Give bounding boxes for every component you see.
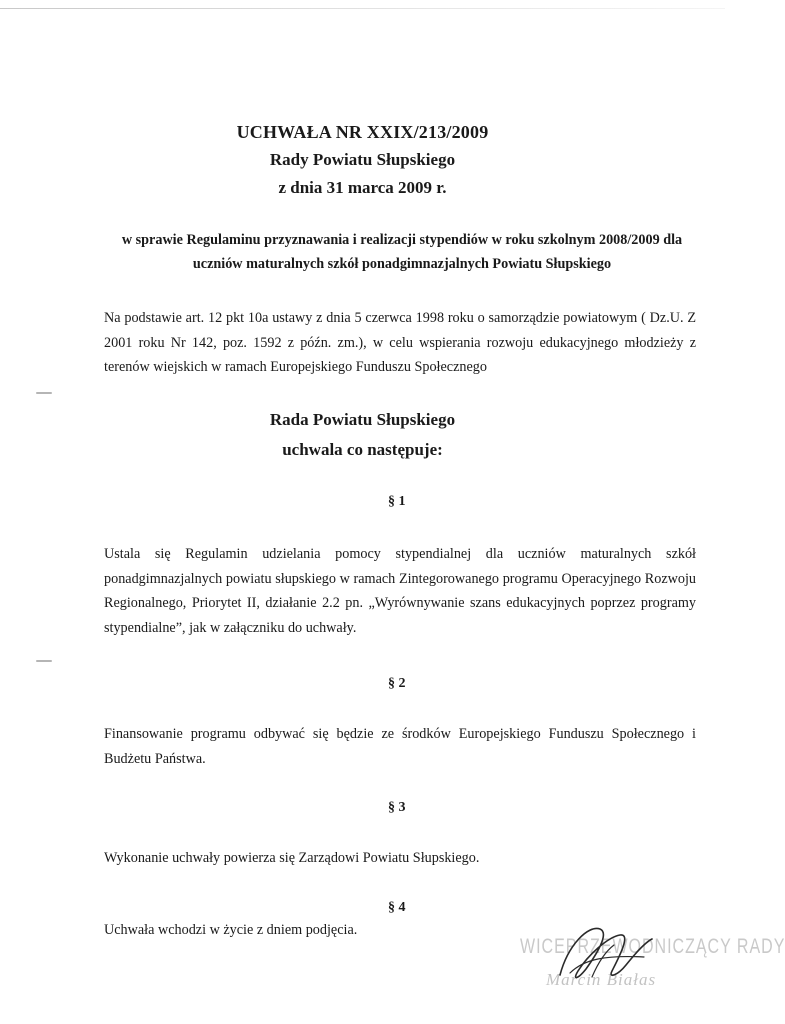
subject-line: w sprawie Regulaminu przyznawania i realizacji stypendiów w roku szkolnym 2008/2009 dla <box>121 232 683 248</box>
resolution-subject <box>104 228 700 276</box>
section-mark-3: § 3 <box>388 800 406 815</box>
punch-hole-mark <box>36 392 52 394</box>
section-mark-1: § 1 <box>388 494 406 509</box>
signature-stroke <box>570 957 644 973</box>
section-mark-2: § 2 <box>388 676 406 691</box>
resolution-issuer: Rady Powiatu Słupskiego <box>269 150 456 169</box>
resolves-heading: uchwala co następuje: <box>282 440 443 459</box>
handwritten-signature <box>548 915 658 995</box>
resolution-title: UCHWAŁA NR XXIX/213/2009 <box>236 122 489 142</box>
legal-basis-paragraph: Na podstawie art. 12 pkt 10a ustawy z dnia 5 czerwca 1998 roku o samorządzie powiatowym ( Dz.U. Z 2001 roku Nr 142, poz. 1592 z późn. zm.), w celu wspierania rozwoju edukacyjnego młodzieży z terenów wiejskich w ramach Europejskiego Funduszu Społecznego <box>104 310 696 375</box>
punch-hole-mark <box>36 660 52 662</box>
resolution-date: z dnia 31 marca 2009 r. <box>278 178 447 197</box>
section-text-1: Ustala się Regulamin udzielania pomocy stypendialnej dla uczniów maturalnych szkół ponadgimnazjalnych powiatu słupskiego w ramach Zintegorowanego programu Operacyjnego Rozwoju Regionalnego, Priorytet II, działanie 2.2 pn. „Wyrównywanie szans edukacyjnych poprzez programy stypendialne”, jak w załączniku do uchwały. <box>104 546 696 636</box>
subject-line: uczniów maturalnych szkół ponadgimnazjalnych Powiatu Słupskiego <box>192 256 612 272</box>
section-text-4: Uchwała wchodzi w życie z dniem podjęcia. <box>104 922 358 938</box>
stamp-name-text: Marcin Białas <box>546 970 657 989</box>
section-text-2: Finansowanie programu odbywać się będzie ze środków Europejskiego Funduszu Społecznego i Budżetu Państwa. <box>104 726 696 767</box>
section-text-3: Wykonanie uchwały powierza się Zarządowi Powiatu Słupskiego. <box>104 850 480 866</box>
stamp-role-text: WICEPRZEWODNICZĄCY RADY <box>520 936 785 959</box>
council-name: Rada Powiatu Słupskiego <box>269 410 456 429</box>
scan-edge-line <box>0 8 725 9</box>
section-mark-4: § 4 <box>388 900 406 915</box>
